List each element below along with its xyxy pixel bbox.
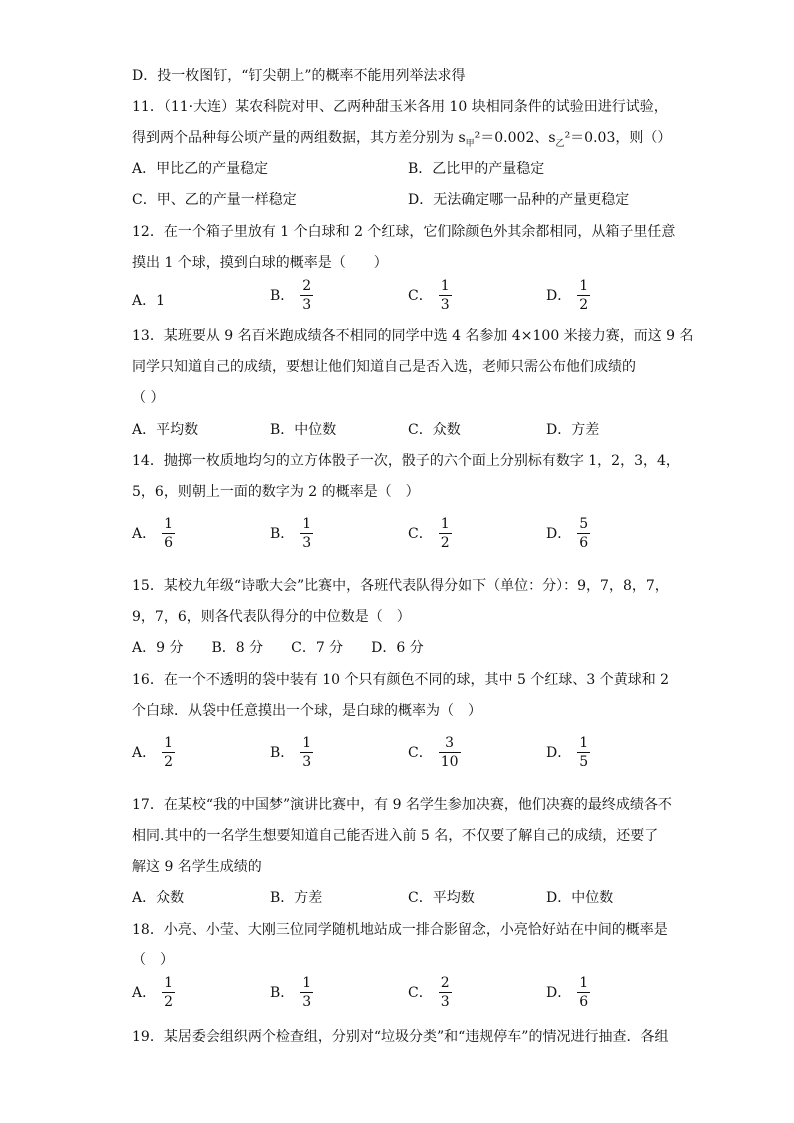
fraction: $\frac{1}{3}$: [302, 975, 312, 1010]
q18-stem-line2: （ ）: [132, 952, 174, 968]
q18-stem-line1: 18．小亮、小莹、大刚三位同学随机地站成一排合影留念，小亮恰好站在中间的概率是: [132, 922, 668, 938]
q18-option-a: A． $\frac{1}{2}$: [132, 975, 174, 1010]
q17-stem-line2: 相同.其中的一名学生想要知道自己能否进入前 5 名，不仅要了解自己的成绩，还要了: [132, 828, 659, 844]
q16-option-c: C． $\frac{3}{10}$: [408, 735, 459, 770]
fraction: $\frac{1}{2}$: [164, 735, 174, 770]
q17-stem-line3: 解这 9 名学生成绩的: [132, 859, 262, 875]
q16-option-d: D． $\frac{1}{5}$: [546, 735, 589, 770]
q11-option-d: D．无法确定哪一品种的产量更稳定: [408, 192, 630, 208]
q16-stem-line2: 个白球．从袋中任意摸出一个球，是白球的概率为（ ）: [132, 703, 482, 719]
q15-stem-line2: 9，7，6，则各代表队得分的中位数是（ ）: [132, 609, 411, 625]
q14-option-c: C． $\frac{1}{2}$: [408, 516, 450, 551]
q14-option-b: B． $\frac{1}{3}$: [270, 516, 312, 551]
q17-option-a: A．众数: [132, 890, 185, 906]
q16-option-a: A． $\frac{1}{2}$: [132, 735, 174, 770]
q11-stem-line2: 得到两个品种每公顷产量的两组数据，其方差分别为 $s_甲^2=0.002$、$s_乙^2=0.03$，则（）: [132, 130, 672, 149]
q16-options: [0, 734, 794, 782]
q16-option-b: B． $\frac{1}{3}$: [270, 735, 312, 770]
q10-option-d: D．投一枚图钉，“钉尖朝上”的概率不能用列举法求得: [132, 68, 466, 84]
q12-stem-line1: 12．在一个箱子里放有 1 个白球和 2 个红球，它们除颜色外其余都相同，从箱子里任意: [132, 224, 676, 240]
q13-stem-line2: 同学只知道自己的成绩，要想让他们知道自己是否入选，老师只需公布他们成绩的: [132, 359, 636, 375]
q13-stem-line1: 13．某班要从 9 名百米跑成绩各不相同的同学中选 4 名参加 4×100 米接力赛，而这 9 名: [132, 328, 694, 344]
q17-option-b: B．方差: [270, 890, 323, 906]
fraction: $\frac{5}{6}$: [579, 516, 589, 551]
q14-option-a: A． $\frac{1}{6}$: [132, 516, 174, 551]
q11-stem-line1: 11．（11·大连）某农科院对甲、乙两种甜玉米各用 10 块相同条件的试验田进行试验，: [132, 99, 668, 115]
fraction: $\frac{1}{6}$: [164, 516, 174, 551]
q13-option-d: D．方差: [546, 422, 600, 438]
q12-stem-line2: 摸出 1 个球，摸到白球的概率是（ ）: [132, 255, 388, 271]
q15-stem-line1: 15．某校九年级“诗歌大会”比赛中，各班代表队得分如下（单位：分）：9，7，8，7，: [132, 578, 669, 594]
q17-option-d: D．中位数: [546, 890, 614, 906]
q11-option-c: C．甲、乙的产量一样稳定: [132, 192, 297, 208]
q15-options: A．9 分 B．8 分 C．7 分 D．6 分: [132, 640, 424, 656]
q14-option-d: D． $\frac{5}{6}$: [546, 516, 589, 551]
q11-option-a: A．甲比乙的产量稳定: [132, 161, 269, 177]
fraction: $\frac{2}{3}$: [302, 278, 312, 313]
q12-option-c: C． $\frac{1}{3}$: [408, 278, 450, 313]
q13-stem-line3: （ ）: [132, 390, 165, 406]
q17-option-c: C．平均数: [408, 890, 475, 906]
q18-option-b: B． $\frac{1}{3}$: [270, 975, 312, 1010]
fraction: $\frac{2}{3}$: [440, 975, 450, 1010]
q16-stem-line1: 16．在一个不透明的袋中装有 10 个只有颜色不同的球，其中 5 个红球、3 个黄球和 2: [132, 672, 670, 688]
q11-option-b: B．乙比甲的产量稳定: [408, 161, 545, 177]
q18-options: [0, 974, 794, 1022]
q14-stem-line2: 5，6，则朝上一面的数字为 2 的概率是（ ）: [132, 484, 420, 500]
fraction: $\frac{1}{2}$: [440, 516, 450, 551]
q12-options: [0, 277, 794, 325]
fraction: $\frac{1}{3}$: [302, 516, 312, 551]
q19-stem-line1: 19．某居委会组织两个检查组，分别对“垃圾分类”和“违规停车”的情况进行抽查．各组: [132, 1029, 669, 1045]
q12-option-b: B． $\frac{2}{3}$: [270, 278, 312, 313]
q13-option-c: C．众数: [408, 422, 461, 438]
fraction: $\frac{1}{5}$: [579, 735, 589, 770]
fraction: $\frac{3}{10}$: [440, 735, 459, 770]
q17-stem-line1: 17．在某校“我的中国梦”演讲比赛中，有 9 名学生参加决赛，他们决赛的最终成绩各不: [132, 797, 672, 813]
fraction: $\frac{1}{6}$: [579, 975, 589, 1010]
fraction: $\frac{1}{2}$: [164, 975, 174, 1010]
q18-option-d: D． $\frac{1}{6}$: [546, 975, 589, 1010]
q14-stem-line1: 14．抛掷一枚质地均匀的立方体骰子一次，骰子的六个面上分别标有数字 1，2，3，4，: [132, 453, 680, 469]
q13-option-b: B．中位数: [270, 422, 337, 438]
q14-options: [0, 515, 794, 563]
fraction: $\frac{1}{3}$: [302, 735, 312, 770]
q12-option-d: D． $\frac{1}{2}$: [546, 278, 589, 313]
fraction: $\frac{1}{2}$: [579, 278, 589, 313]
q18-option-c: C． $\frac{2}{3}$: [408, 975, 450, 1010]
q12-option-a: A．1: [132, 293, 166, 309]
q13-option-a: A．平均数: [132, 422, 199, 438]
fraction: $\frac{1}{3}$: [440, 278, 450, 313]
